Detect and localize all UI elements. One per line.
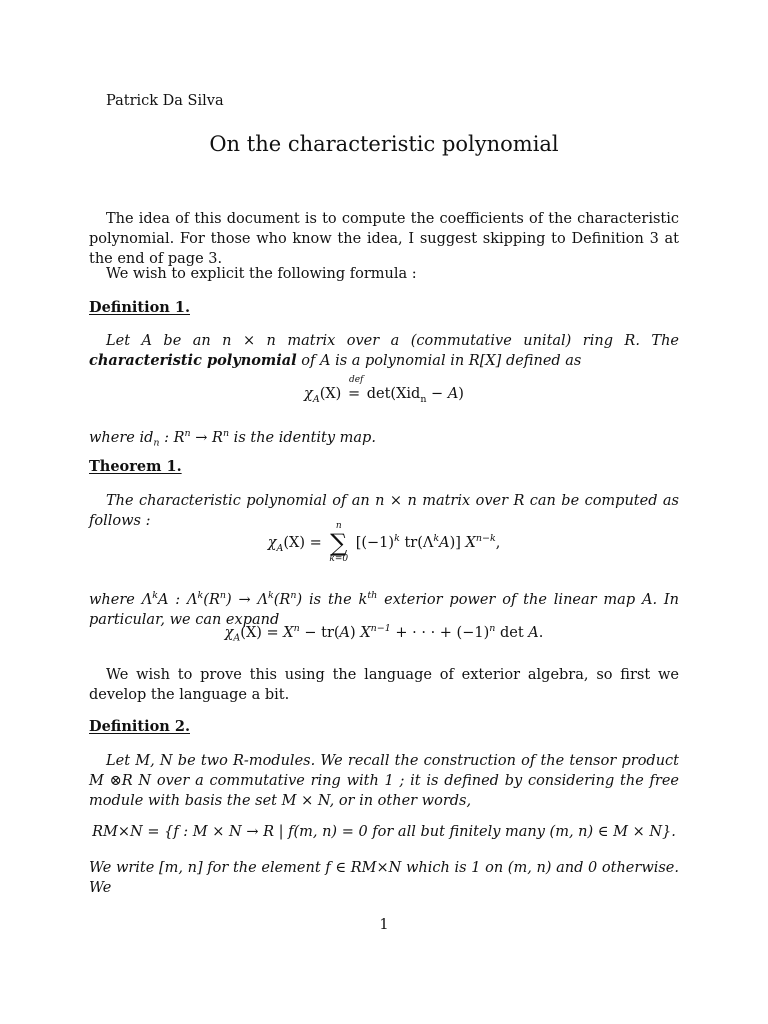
- theorem-1-expansion: $\chi_A(X) = X^n - tr(A) X^{n-1}$ + · · · + $(-1)^n$ det A.: [224, 623, 544, 644]
- theorem-1-heading: Theorem 1.: [89, 458, 182, 475]
- definition-1-after: where $id_n$ : $R^n \to R^n$ is the identity map.: [89, 428, 376, 449]
- definition-1-text: [89, 331, 679, 371]
- definition-2-text: Let M, N be two R-modules. We recall the construction of the tensor product M ⊗R N over a commutative ring with 1 ; it is defined by considering the free module with basis the set M × N, or in other words,: [89, 753, 679, 809]
- author-name: Patrick Da Silva: [106, 93, 224, 109]
- definition-1-text-a: Let A be an n × n matrix over a (commutative unital) ring R. The: [106, 333, 679, 349]
- definition-1-equation: $\chi_A(X)$ def = det(Xid$_n$ − A): [304, 375, 464, 405]
- definition-2-last-line: We write [m, n] for the element f ∈ RM×N which is 1 on (m, n) and 0 otherwise. We: [89, 860, 679, 896]
- page-title: On the characteristic polynomial: [209, 132, 559, 156]
- definition-2-set-equation: RM×N = {f : M × N → R | f(m, n) = 0 for all but finitely many (m, n) ∈ M × N}.: [92, 824, 676, 840]
- characteristic-polynomial-term: characteristic polynomial: [89, 352, 297, 369]
- theorem-1-sum-equation: $\chi_A(X)$ = n ∑ k=0 [$(-1)^k$ $tr(\Lambda^kA)$] $X^{n-k}$,: [267, 521, 501, 564]
- page-number: 1: [379, 917, 389, 933]
- bridge-paragraph: We wish to prove this using the language of exterior algebra, so first we develop the language a bit.: [89, 667, 679, 703]
- definition-1-heading: Definition 1.: [89, 299, 190, 316]
- definition-1-text-b: of A is a polynomial in R[X] defined as: [296, 353, 582, 369]
- definition-2-heading: Definition 2.: [89, 718, 190, 735]
- sum-symbol: n ∑ k=0: [329, 521, 349, 564]
- intro-formula-line: We wish to explicit the following formula :: [106, 266, 417, 282]
- theorem-1-statement: The characteristic polynomial of an n × n matrix over R can be computed as follows :: [89, 493, 679, 529]
- theorem-1-where: where $\Lambda^kA$ : $\Lambda^k(R^n) \to \Lambda^k(R^n)$ is the $k^{th}$ exterior power of the linear map A. In particular, we can expand: [89, 590, 679, 628]
- intro-paragraph: The idea of this document is to compute the coefficients of the characteristic polynomial. For those who know the idea, I suggest skipping to Definition 3 at the end of page 3.: [89, 211, 679, 267]
